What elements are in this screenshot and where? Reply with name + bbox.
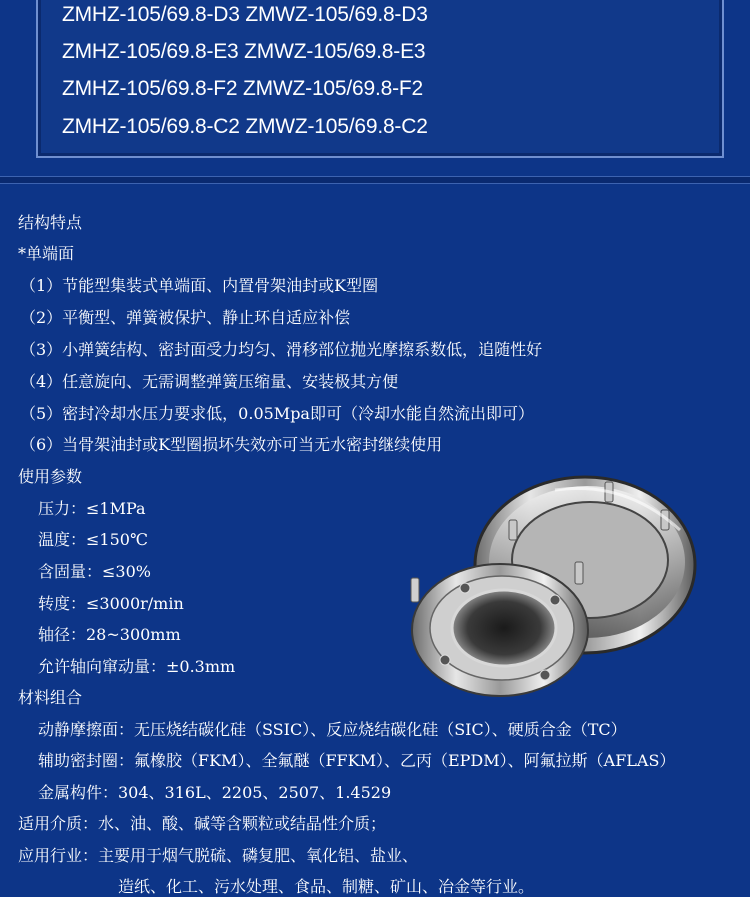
feature-item: （5）密封冷却水压力要求低，0.05Mpa即可（冷却水能自然流出即可） bbox=[20, 404, 534, 423]
feature-item: （3）小弹簧结构、密封面受力均匀、滑移部位抛光摩擦系数低，追随性好 bbox=[20, 340, 543, 359]
model-line: ZMHZ-105/69.8-C2 ZMWZ-105/69.8-C2 bbox=[62, 115, 428, 138]
media-text: 适用介质：水、油、酸、碱等含颗粒或结晶性介质； bbox=[18, 814, 387, 833]
model-line: ZMHZ-105/69.8-F2 ZMWZ-105/69.8-F2 bbox=[62, 77, 423, 100]
model-line: ZMHZ-105/69.8-D3 ZMWZ-105/69.8-D3 bbox=[62, 3, 428, 26]
industry-line-2: 造纸、化工、污水处理、食品、制糖、矿山、冶金等行业。 bbox=[118, 877, 535, 896]
parameter-item: 温度：≤150℃ bbox=[38, 530, 148, 549]
section-divider bbox=[0, 176, 750, 184]
feature-item: （2）平衡型、弹簧被保护、静止环自适应补偿 bbox=[20, 308, 351, 327]
feature-item: （1）节能型集装式单端面、内置骨架油封或K型圈 bbox=[20, 276, 379, 295]
parameter-item: 轴径：28~300mm bbox=[38, 625, 181, 644]
model-line: ZMHZ-105/69.8-E3 ZMWZ-105/69.8-E3 bbox=[62, 40, 426, 63]
parameter-item: 允许轴向窜动量：±0.3mm bbox=[38, 657, 236, 676]
materials-heading: 材料组合 bbox=[18, 688, 83, 707]
material-item: 辅助密封圈：氟橡胶（FKM）、全氟醚（FFKM）、乙丙（EPDM）、阿氟拉斯（AFLAS） bbox=[38, 751, 676, 770]
parameters-heading: 使用参数 bbox=[18, 467, 83, 486]
feature-item: （4）任意旋向、无需调整弹簧压缩量、安装极其方便 bbox=[20, 372, 399, 391]
mechanical-seal-image bbox=[405, 470, 705, 710]
parameter-item: 含固量：≤30% bbox=[38, 562, 151, 581]
material-item: 动静摩擦面：无压烧结碳化硅（SSIC）、反应烧结碳化硅（SIC）、硬质合金（TC） bbox=[38, 720, 627, 739]
parameter-item: 转度：≤3000r/min bbox=[38, 594, 184, 613]
parameter-item: 压力：≤1MPa bbox=[38, 499, 146, 518]
industry-line-1: 应用行业：主要用于烟气脱硫、磷复肥、氧化铝、盐业、 bbox=[18, 846, 419, 865]
features-heading: 结构特点 bbox=[18, 213, 83, 232]
material-item: 金属构件：304、316L、2205、2507、1.4529 bbox=[38, 783, 392, 802]
features-subheading: *单端面 bbox=[18, 244, 75, 263]
feature-item: （6）当骨架油封或K型圈损坏失效亦可当无水密封继续使用 bbox=[20, 435, 443, 454]
